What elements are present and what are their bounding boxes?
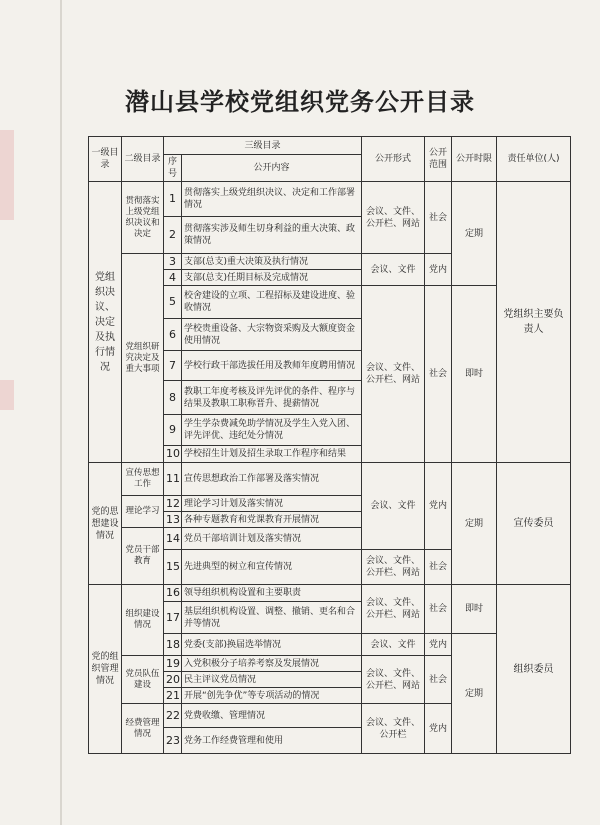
- red-stamp-mark: [0, 380, 14, 410]
- row-content: 基层组织机构设置、调整、撤销、更名和合并等情况: [182, 602, 362, 634]
- catalog-table: [88, 136, 571, 754]
- cat2-theory: 理论学习: [122, 496, 164, 528]
- row-number: 4: [164, 270, 182, 286]
- row-content: 党费收缴、管理情况: [182, 704, 362, 728]
- header-seq: 序号: [164, 155, 182, 182]
- form-cell: 会议、文件、公开栏、网站: [362, 286, 425, 463]
- row-content: 学生学杂费减免助学情况及学生入党入团、评先评优、违纪处分情况: [182, 415, 362, 446]
- row-content: 领导组织机构设置和主要职责: [182, 585, 362, 602]
- row-content: 校舍建设的立项、工程招标及建设进度、验收情况: [182, 286, 362, 319]
- row-number: 13: [164, 512, 182, 528]
- row-content: 支部(总支)重大决策及执行情况: [182, 254, 362, 270]
- scope-cell: 党内: [425, 463, 452, 550]
- period-cell: 定期: [452, 463, 497, 585]
- row-number: 21: [164, 688, 182, 704]
- cat2-funds: 经费管理情况: [122, 704, 164, 754]
- cat1-ideology: 党的思想建设情况: [89, 463, 122, 585]
- row-number: 1: [164, 182, 182, 217]
- header-content: 公开内容: [182, 155, 362, 182]
- scope-cell: 社会: [425, 585, 452, 634]
- header-level3: 三级目录: [164, 137, 362, 155]
- row-content: 各种专题教育和党课教育开展情况: [182, 512, 362, 528]
- row-number: 7: [164, 351, 182, 381]
- row-number: 2: [164, 217, 182, 254]
- row-content: 教职工年度考核及评先评优的条件、程序与结果及教职工职称晋升、提薪情况: [182, 381, 362, 415]
- cat2-org-building: 组织建设情况: [122, 585, 164, 656]
- row-content: 学校招生计划及招生录取工作程序和结果: [182, 446, 362, 463]
- row-content: 学校贵重设备、大宗物资采购及大额度资金使用情况: [182, 319, 362, 351]
- scope-cell: 社会: [425, 656, 452, 704]
- row-content: 党员干部培训计划及落实情况: [182, 528, 362, 550]
- row-number: 10: [164, 446, 182, 463]
- header-responsible: 责任单位(人): [497, 137, 571, 182]
- header-scope: 公开范围: [425, 137, 452, 182]
- row-number: 11: [164, 463, 182, 496]
- form-cell: 会议、文件、公开栏、网站: [362, 182, 425, 254]
- row-number: 5: [164, 286, 182, 319]
- scope-cell: 社会: [425, 286, 452, 463]
- row-content: 学校行政干部选拔任用及教师年度聘用情况: [182, 351, 362, 381]
- row-number: 19: [164, 656, 182, 672]
- cat2-major-matters: 党组织研究决定及重大事项: [122, 254, 164, 463]
- row-content: 党务工作经费管理和使用: [182, 728, 362, 754]
- row-number: 6: [164, 319, 182, 351]
- form-cell: 会议、文件: [362, 254, 425, 286]
- page-title: 潜山县学校党组织党务公开目录: [125, 87, 475, 116]
- cat2-propaganda: 宣传思想工作: [122, 463, 164, 496]
- cat1-organization: 党的组织管理情况: [89, 585, 122, 754]
- form-cell: 会议、文件、公开栏、网站: [362, 550, 425, 585]
- page-fold-line: [60, 0, 62, 825]
- header-period: 公开时限: [452, 137, 497, 182]
- period-cell: 定期: [452, 182, 497, 286]
- resp-cell: 党组织主要负责人: [497, 182, 571, 463]
- row-content: 党委(支部)换届选举情况: [182, 634, 362, 656]
- cat2-implement: 贯彻落实上级党组织决议和决定: [122, 182, 164, 254]
- header-form: 公开形式: [362, 137, 425, 182]
- header-level1: 一级目录: [89, 137, 122, 182]
- row-number: 9: [164, 415, 182, 446]
- form-cell: 会议、文件: [362, 463, 425, 550]
- scope-cell: 社会: [425, 182, 452, 254]
- row-number: 16: [164, 585, 182, 602]
- scope-cell: 党内: [425, 254, 452, 286]
- row-number: 15: [164, 550, 182, 585]
- period-cell: 即时: [452, 286, 497, 463]
- row-content: 贯彻落实上级党组织决议、决定和工作部署情况: [182, 182, 362, 217]
- row-number: 20: [164, 672, 182, 688]
- period-cell: 即时: [452, 585, 497, 634]
- form-cell: 会议、文件、公开栏、网站: [362, 656, 425, 704]
- row-content: 贯彻落实涉及师生切身利益的重大决策、政策情况: [182, 217, 362, 254]
- scope-cell: 党内: [425, 634, 452, 656]
- resp-cell: 组织委员: [497, 585, 571, 754]
- form-cell: 会议、文件: [362, 634, 425, 656]
- row-content: 宣传思想政治工作部署及落实情况: [182, 463, 362, 496]
- form-cell: 会议、文件、公开栏: [362, 704, 425, 754]
- cat2-cadre-education: 党员干部教育: [122, 528, 164, 585]
- header-level2: 二级目录: [122, 137, 164, 182]
- cat1-resolution: 党组织决议、决定及执行情况: [89, 182, 122, 463]
- row-number: 22: [164, 704, 182, 728]
- row-number: 18: [164, 634, 182, 656]
- row-number: 3: [164, 254, 182, 270]
- row-content: 开展“创先争优”等专项活动的情况: [182, 688, 362, 704]
- row-content: 民主评议党员情况: [182, 672, 362, 688]
- row-content: 先进典型的树立和宣传情况: [182, 550, 362, 585]
- row-number: 12: [164, 496, 182, 512]
- row-number: 14: [164, 528, 182, 550]
- scope-cell: 党内: [425, 704, 452, 754]
- row-content: 支部(总支)任期目标及完成情况: [182, 270, 362, 286]
- row-number: 17: [164, 602, 182, 634]
- form-cell: 会议、文件、公开栏、网站: [362, 585, 425, 634]
- row-number: 23: [164, 728, 182, 754]
- row-content: 入党积极分子培养考察及发展情况: [182, 656, 362, 672]
- resp-cell: 宣传委员: [497, 463, 571, 585]
- row-number: 8: [164, 381, 182, 415]
- cat2-member-team: 党员队伍建设: [122, 656, 164, 704]
- row-content: 理论学习计划及落实情况: [182, 496, 362, 512]
- period-cell: 定期: [452, 634, 497, 754]
- scope-cell: 社会: [425, 550, 452, 585]
- red-stamp-mark: [0, 130, 14, 220]
